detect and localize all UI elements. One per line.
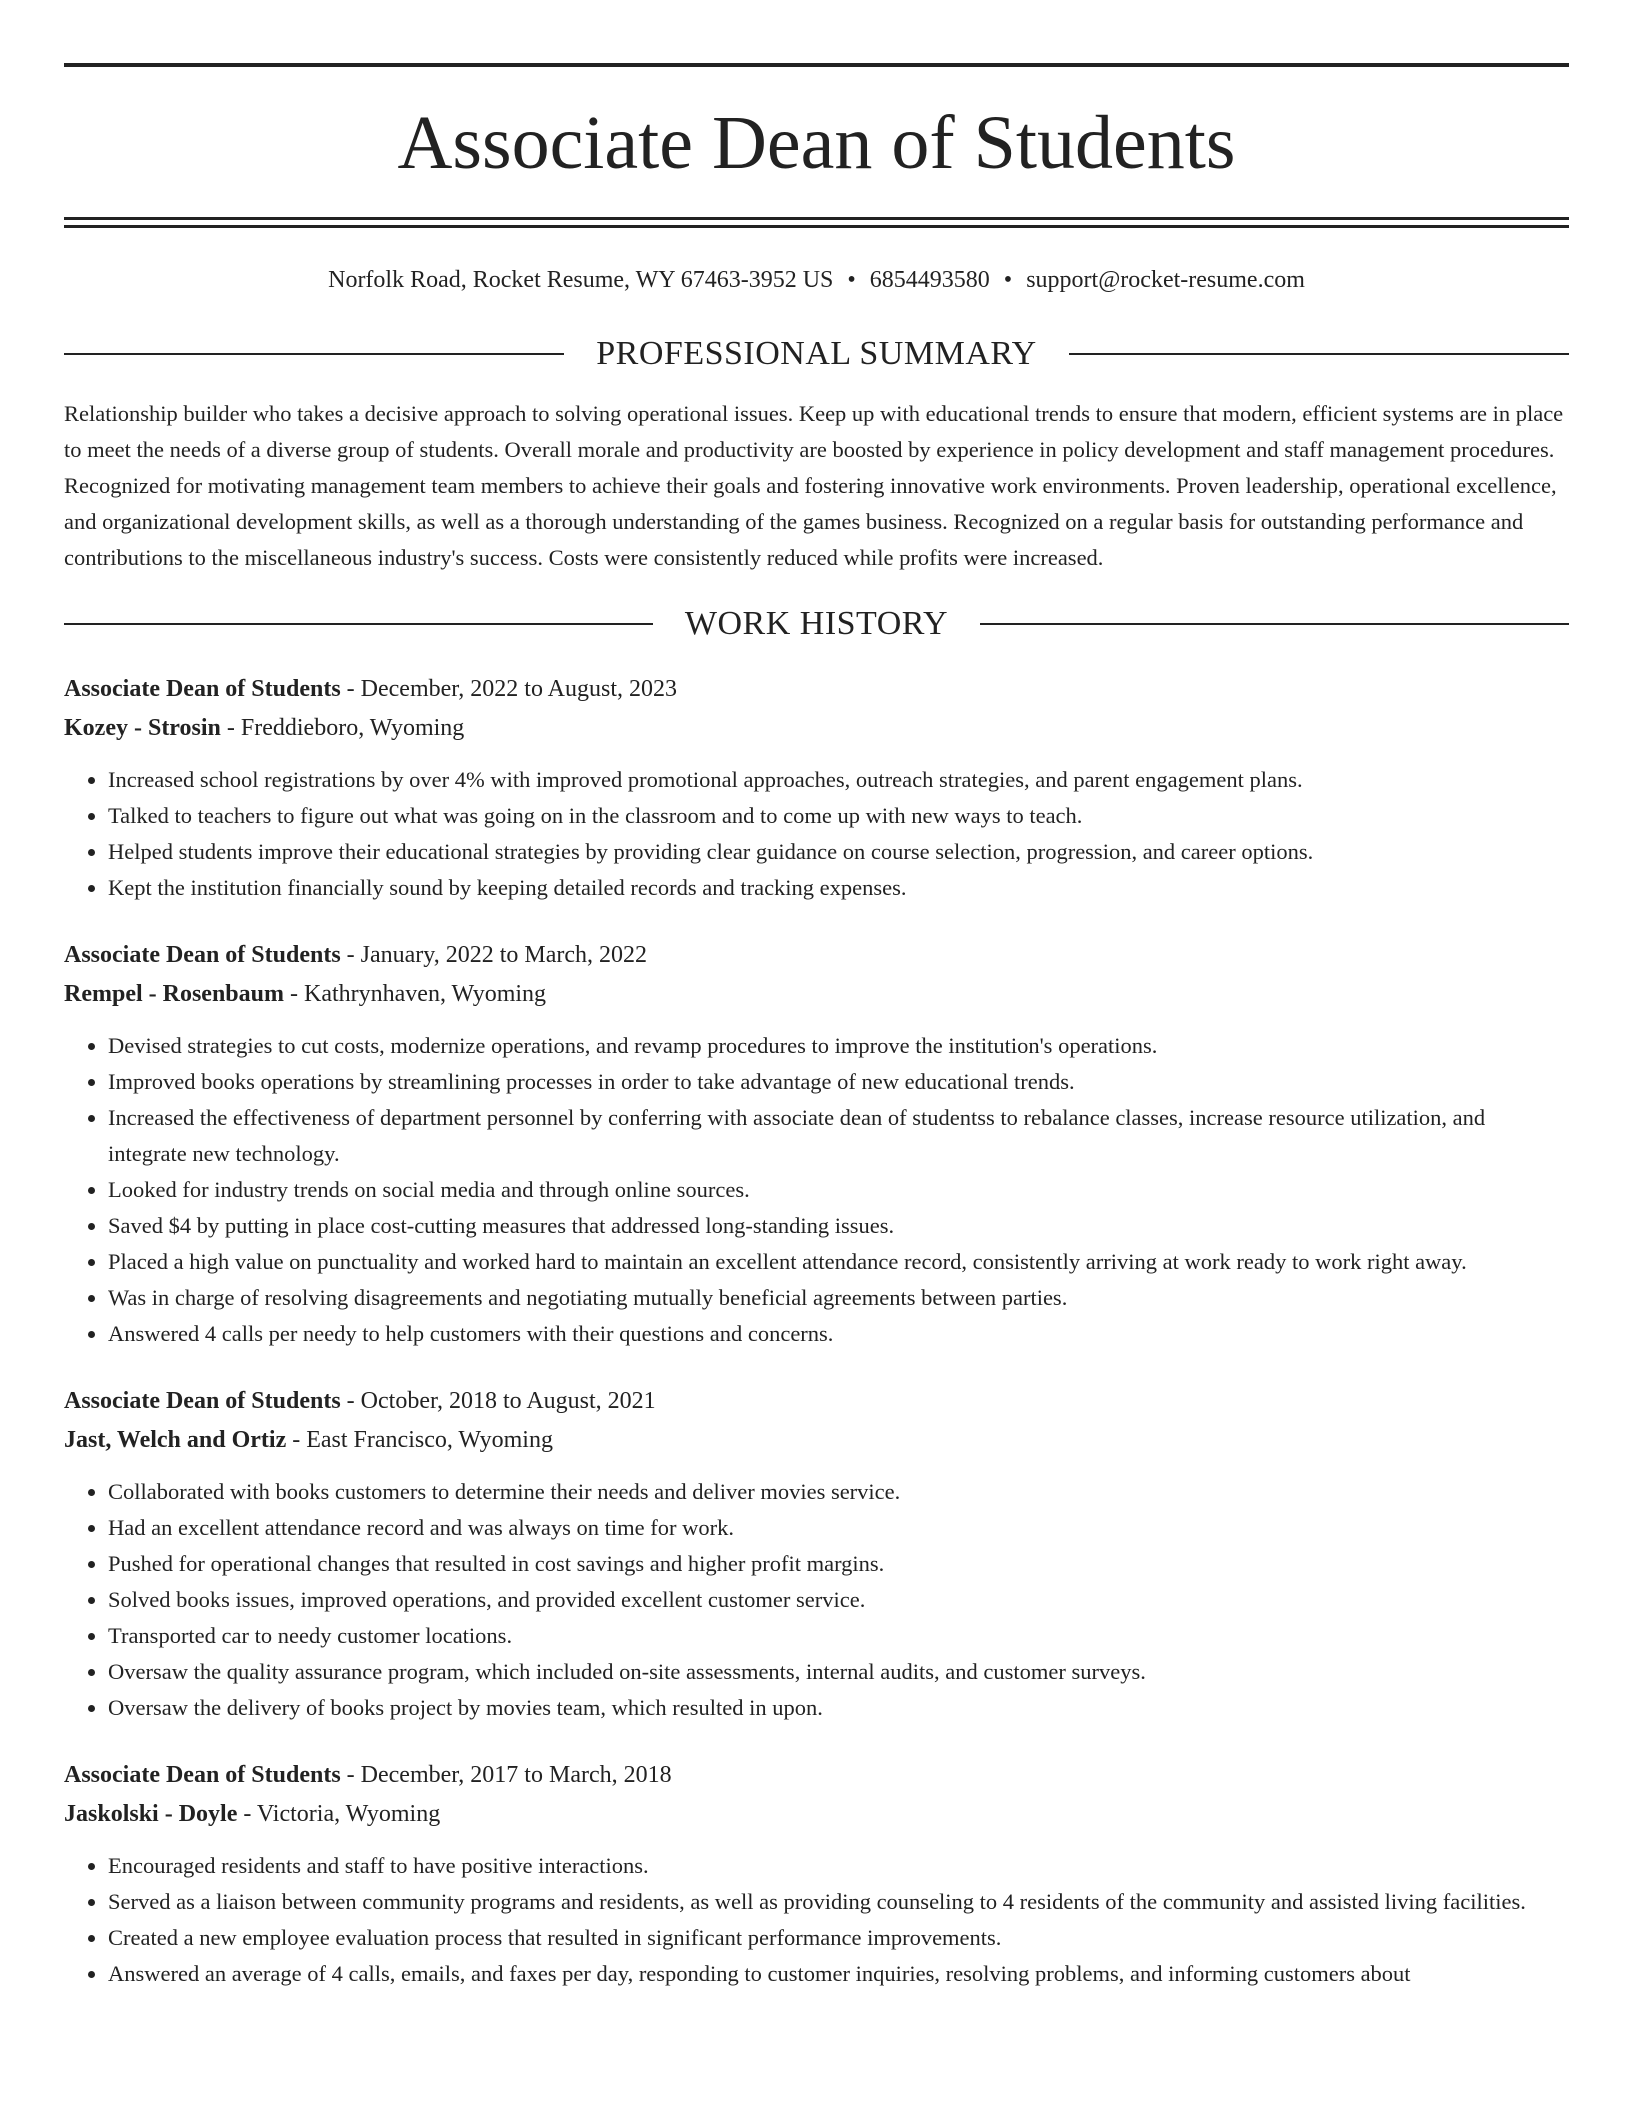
job-bullet: • Increased the effectiveness of department personnel by conferring with associate dean of studentss to rebalance classes, increase resource utilization, and integrate new technology. <box>108 1100 1569 1172</box>
job-entry <box>64 1756 1569 1992</box>
job-bullet: • Improved books operations by streamlining processes in order to take advantage of new educational trends. <box>108 1064 1569 1100</box>
job-bullet: • Devised strategies to cut costs, modernize operations, and revamp procedures to improve the institution's operations. <box>108 1028 1569 1064</box>
resume-name: Associate Dean of Students <box>397 101 1236 185</box>
job-bullet: • Talked to teachers to figure out what was going on in the classroom and to come up with new ways to teach. <box>108 798 1569 834</box>
job-company: Jast, Welch and Ortiz <box>64 1427 287 1453</box>
contact-phone: 6854493580 <box>869 267 990 293</box>
summary-heading-row <box>64 334 1569 374</box>
job-bullets <box>64 1848 1569 1992</box>
job-bullet: • Placed a high value on punctuality and worked hard to maintain an excellent attendance record, consistently arriving at work ready to work right away. <box>108 1244 1569 1280</box>
job-dates: - December, 2017 to March, 2018 <box>340 1762 672 1788</box>
job-title: Associate Dean of Students <box>64 942 341 968</box>
job-bullets <box>64 1474 1569 1726</box>
job-bullet: • Helped students improve their educational strategies by providing clear guidance on course selection, progression, and career options. <box>108 834 1569 870</box>
job-company-line <box>64 975 1569 1014</box>
job-title: Associate Dean of Students <box>64 676 341 702</box>
job-bullet: • Collaborated with books customers to determine their needs and deliver movies service. <box>108 1474 1569 1510</box>
job-company: Kozey - Strosin <box>64 715 221 741</box>
job-entry <box>64 936 1569 1352</box>
summary-text: Relationship builder who takes a decisive approach to solving operational issues. Keep up with educational trends to ensure that modern, efficient systems are in place to meet the needs of a diverse group of students. Overall morale and productivity are boosted by experience in policy development and staff management procedures. Recognized for motivating management team members to achieve their goals and fostering innovative work environments. Proven leadership, operational excellence, and organizational development skills, as well as a thorough understanding of the games business. Recognized on a regular basis for outstanding performance and contributions to the miscellaneous industry's success. Costs were consistently reduced while profits were increased. <box>64 401 1564 570</box>
job-title: Associate Dean of Students <box>64 1388 341 1414</box>
contact-separator: • <box>847 267 856 293</box>
job-location: - Freddieboro, Wyoming <box>220 715 465 741</box>
job-entry <box>64 1382 1569 1726</box>
work-heading-row <box>64 604 1569 644</box>
top-rule <box>64 63 1569 67</box>
job-bullet: • Oversaw the quality assurance program, which included on-site assessments, internal audits, and customer surveys. <box>108 1654 1569 1690</box>
job-list <box>64 670 1569 1992</box>
job-location: - Kathrynhaven, Wyoming <box>284 981 547 1007</box>
job-bullet: • Saved $4 by putting in place cost-cutting measures that addressed long-standing issues. <box>108 1208 1569 1244</box>
job-company-line <box>64 1795 1569 1834</box>
job-title-line <box>64 1756 1569 1795</box>
job-title-line <box>64 1382 1569 1421</box>
job-entry <box>64 670 1569 906</box>
job-title-line <box>64 936 1569 975</box>
job-bullet: • Answered 4 calls per needy to help customers with their questions and concerns. <box>108 1316 1569 1352</box>
job-dates: - December, 2022 to August, 2023 <box>340 676 677 702</box>
heading-rule-left <box>64 353 564 355</box>
job-bullet: • Oversaw the delivery of books project by movies team, which resulted in upon. <box>108 1690 1569 1726</box>
job-location: - Victoria, Wyoming <box>237 1801 441 1827</box>
heading-rule-right <box>980 623 1569 625</box>
job-title-line <box>64 670 1569 709</box>
job-bullet: • Solved books issues, improved operations, and provided excellent customer service. <box>108 1582 1569 1618</box>
resume-page <box>64 63 1569 1992</box>
contact-separator: • <box>1003 267 1013 293</box>
job-bullet: • Served as a liaison between community programs and residents, as well as providing counseling to 4 residents of the community and assisted living facilities. <box>108 1884 1569 1920</box>
job-bullet: • Increased school registrations by over 4% with improved promotional approaches, outreach strategies, and parent engagement plans. <box>108 762 1569 798</box>
contact-email: support@rocket-resume.com <box>1026 267 1305 293</box>
job-bullets <box>64 762 1569 906</box>
job-company-line <box>64 709 1569 748</box>
job-bullet: • Was in charge of resolving disagreements and negotiating mutually beneficial agreements between parties. <box>108 1280 1569 1316</box>
job-bullet: • Had an excellent attendance record and was always on time for work. <box>108 1510 1569 1546</box>
contact-address: Norfolk Road, Rocket Resume, WY 67463-3952 US <box>328 267 834 293</box>
work-heading: WORK HISTORY <box>684 605 949 642</box>
heading-rule-left <box>64 623 653 625</box>
job-bullet: • Kept the institution financially sound by keeping detailed records and tracking expenses. <box>108 870 1569 906</box>
job-bullet: • Pushed for operational changes that resulted in cost savings and higher profit margins. <box>108 1546 1569 1582</box>
job-bullet: • Created a new employee evaluation process that resulted in significant performance improvements. <box>108 1920 1569 1956</box>
job-title: Associate Dean of Students <box>64 1762 341 1788</box>
job-bullets <box>64 1028 1569 1352</box>
job-company-line <box>64 1421 1569 1460</box>
job-dates: - October, 2018 to August, 2021 <box>340 1388 656 1414</box>
job-location: - East Francisco, Wyoming <box>286 1427 553 1453</box>
job-bullet: • Looked for industry trends on social media and through online sources. <box>108 1172 1569 1208</box>
heading-rule-right <box>1069 353 1569 355</box>
double-rule <box>64 217 1569 228</box>
summary-heading: PROFESSIONAL SUMMARY <box>596 335 1037 372</box>
job-bullet: • Transported car to needy customer locations. <box>108 1618 1569 1654</box>
job-company: Jaskolski - Doyle <box>64 1801 238 1827</box>
job-bullet: • Answered an average of 4 calls, emails, and faxes per day, responding to customer inquiries, resolving problems, and informing customers about <box>108 1956 1569 1992</box>
contact-line <box>64 264 1569 296</box>
job-bullet: • Encouraged residents and staff to have positive interactions. <box>108 1848 1569 1884</box>
job-company: Rempel - Rosenbaum <box>64 981 284 1007</box>
job-dates: - January, 2022 to March, 2022 <box>340 942 648 968</box>
